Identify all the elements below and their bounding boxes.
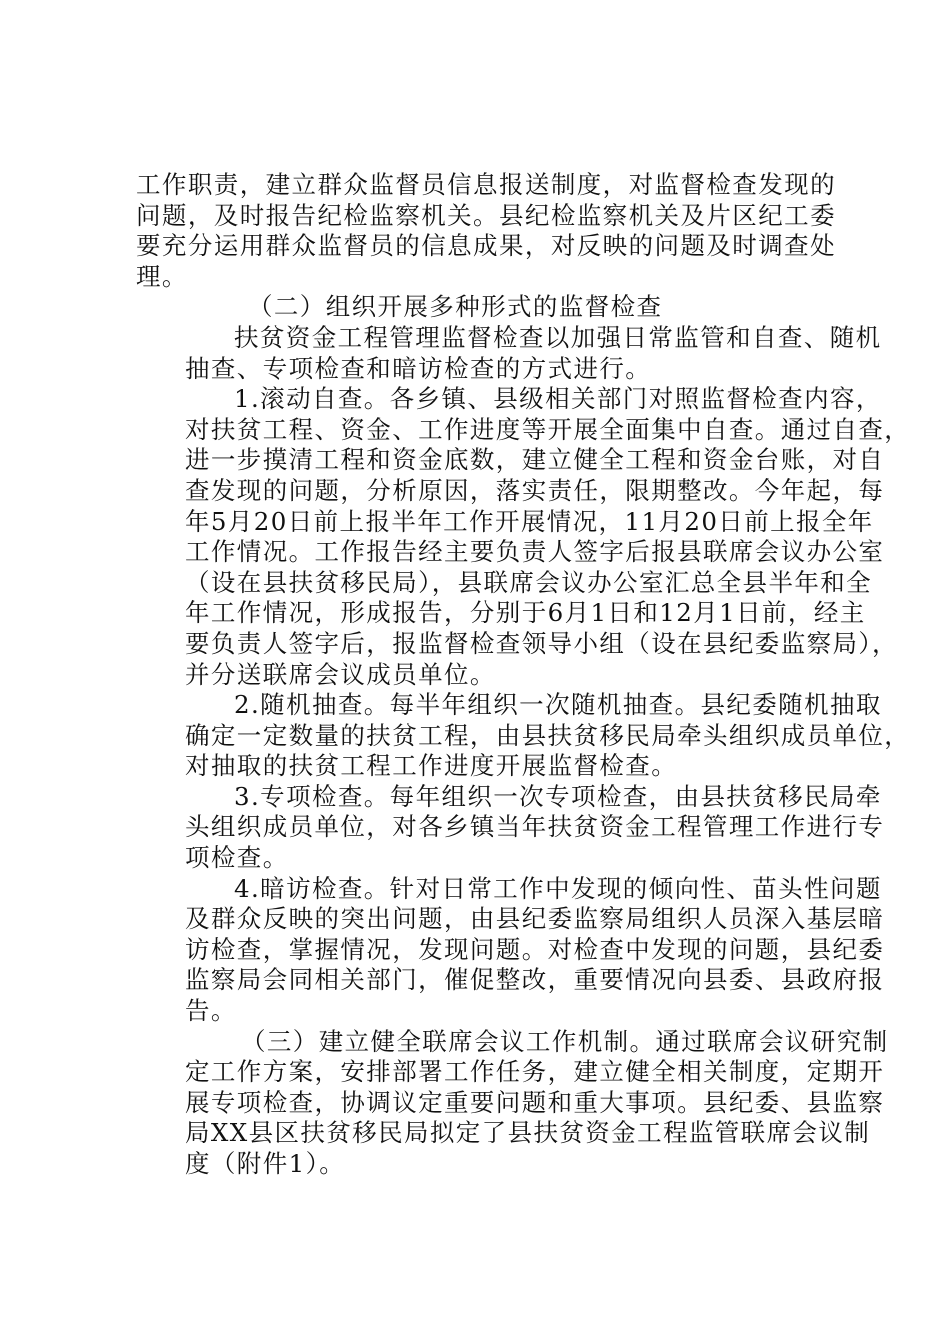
paragraph-continuation bbox=[136, 170, 836, 292]
text-line: 定工作方案，安排部署工作任务，建立健全相关制度，定期开 bbox=[185, 1057, 885, 1087]
text-line: 对抽取的扶贫工程工作进度开展监督检查。 bbox=[185, 751, 678, 781]
text-line: 年5月20日前上报半年工作开展情况，11月20日前上报全年 bbox=[185, 506, 874, 536]
section-heading-3 bbox=[136, 1026, 889, 1180]
text-line: 并分送联席会议成员单位。 bbox=[185, 659, 496, 689]
text-line: 3.专项检查。每年组织一次专项检查，由县扶贫移民局牵 bbox=[234, 781, 882, 811]
text-line: （设在县扶贫移民局），县联席会议办公室汇总全县半年和全 bbox=[185, 567, 873, 597]
text-line: 扶贫资金工程管理监督检查以加强日常监管和自查、随机 bbox=[234, 322, 882, 352]
text-line: 理。 bbox=[136, 261, 188, 291]
text-line: 度（附件1）。 bbox=[185, 1149, 346, 1178]
text-line: 访检查，掌握情况，发现问题。对检查中发现的问题，县纪委 bbox=[185, 934, 885, 964]
text-line: 监察局会同相关部门，催促整改，重要情况向县委、县政府报 bbox=[185, 965, 885, 995]
text-line: （三）建立健全联席会议工作机制。通过联席会议研究制 bbox=[241, 1026, 889, 1056]
text-line: 4.暗访检查。针对日常工作中发现的倾向性、苗头性问题 bbox=[234, 873, 882, 903]
text-line: 2.随机抽查。每半年组织一次随机抽查。县纪委随机抽取 bbox=[234, 690, 882, 720]
text-line: 项检查。 bbox=[185, 843, 289, 873]
text-line: 抽查、专项检查和暗访检查的方式进行。 bbox=[185, 353, 652, 383]
text-line: 工作情况。工作报告经主要负责人签字后报县联席会议办公室 bbox=[185, 537, 885, 567]
text-line: 1.滚动自查。各乡镇、县级相关部门对照监督检查内容， bbox=[234, 384, 882, 414]
text-line: 告。 bbox=[185, 996, 237, 1026]
text-line: 及群众反映的突出问题，由县纪委监察局组织人员深入基层暗 bbox=[185, 904, 885, 934]
text-line: 问题，及时报告纪检监察机关。县纪检监察机关及片区纪工委 bbox=[136, 200, 836, 230]
text-line: 展专项检查，协调议定重要问题和重大事项。县纪委、县监察 bbox=[185, 1087, 885, 1117]
text-line: 要负责人签字后，报监督检查领导小组（设在县纪委监察局）， bbox=[185, 628, 898, 658]
text-line: 工作职责，建立群众监督员信息报送制度，对监督检查发现的 bbox=[136, 170, 836, 199]
text-line: 确定一定数量的扶贫工程，由县扶贫移民局牵头组织成员单位， bbox=[185, 720, 911, 750]
text-line: 局XX县区扶贫移民局拟定了县扶贫资金工程监管联席会议制 bbox=[185, 1118, 871, 1148]
text-line: 对扶贫工程、资金、工作进度等开展全面集中自查。通过自查， bbox=[185, 414, 911, 444]
text-line: 查发现的问题，分析原因，落实责任，限期整改。今年起，每 bbox=[185, 475, 885, 505]
text-line: 头组织成员单位，对各乡镇当年扶贫资金工程管理工作进行专 bbox=[185, 812, 885, 842]
text-line: 进一步摸清工程和资金底数，建立健全工程和资金台账，对自 bbox=[185, 445, 885, 475]
section-heading-2 bbox=[136, 292, 836, 323]
text-line: （二）组织开展多种形式的监督检查 bbox=[248, 292, 663, 322]
body-text bbox=[136, 170, 911, 1180]
paragraph-item-1 bbox=[136, 384, 911, 690]
paragraph-item-4 bbox=[136, 873, 885, 1027]
paragraph-item-2 bbox=[136, 690, 911, 782]
text-line: 要充分运用群众监督员的信息成果，对反映的问题及时调查处 bbox=[136, 231, 836, 261]
paragraph-item-3 bbox=[136, 781, 885, 874]
paragraph-intro bbox=[136, 322, 882, 384]
text-line: 年工作情况，形成报告，分别于6月1日和12月1日前，经主 bbox=[185, 598, 866, 628]
